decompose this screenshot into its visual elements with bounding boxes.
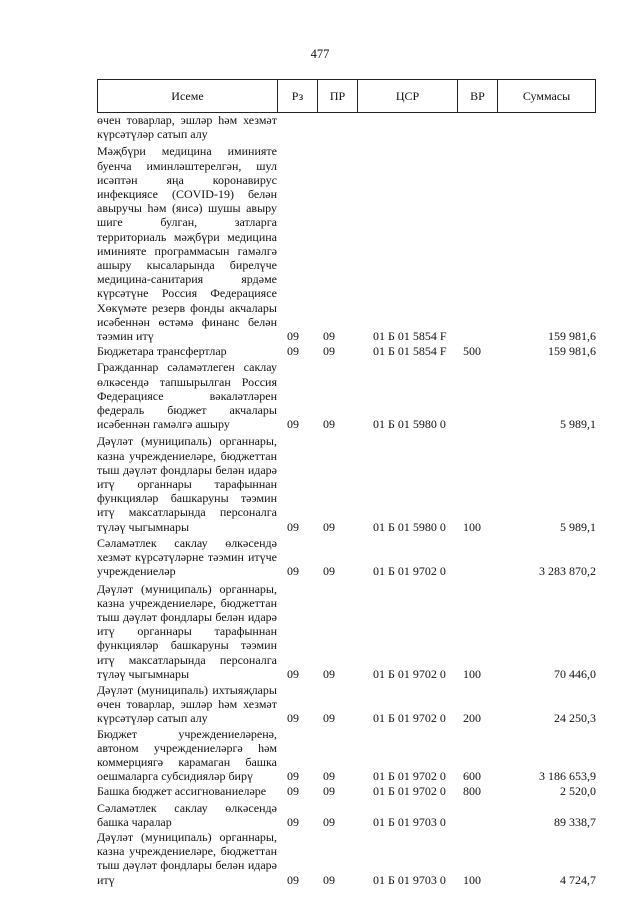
row-pr: 09 (323, 519, 335, 534)
header-name: Исеме (98, 80, 278, 112)
row-pr: 09 (323, 344, 335, 359)
row-vr: 500 (463, 344, 481, 359)
header-sum: Суммасы (522, 88, 571, 103)
row-name: Мәҗбүри медицина иминияте буенча иминләштерелгән, шул исәптән яңа коронавирус инфекциясе (COVID-19) белән авыручы һәм (яисә) шушы авыру шиге булган, затларга территориаль мәҗбүри медицина иминияте программасын гамәлгә ашыру кысаларында бирелүче медицина-санитария ярдәме күрсәтүне Россия Федерациясе Хөкүмәте резерв фонды акчалары исәбеннән өстәмә финанс белән тәэмин итү (97, 144, 277, 344)
table-header (97, 79, 596, 113)
row-rz: 09 (287, 417, 299, 432)
row-sum: 4 724,7 (560, 872, 596, 887)
table-row (97, 113, 596, 141)
row-csr: 01 Б 01 9702 0 (373, 564, 446, 579)
row-name: Дәүләт (муниципаль) ихтыяҗлары өчен товарлар, эшләр һәм хезмәт күрсәтүләр сатып алу (97, 682, 277, 726)
row-csr: 01 Б 01 5854 F (373, 344, 447, 359)
row-rz: 09 (287, 666, 299, 681)
row-pr: 09 (323, 769, 335, 784)
row-pr: 09 (323, 872, 335, 887)
row-csr: 01 Б 01 9702 0 (373, 666, 446, 681)
row-name: Сәламәтлек саклау өлкәсендә башка чаралар (97, 800, 277, 829)
row-vr: 800 (463, 784, 481, 799)
row-rz: 09 (287, 769, 299, 784)
table-row (97, 536, 596, 579)
row-rz: 09 (287, 344, 299, 359)
row-sum: 24 250,3 (554, 711, 596, 726)
table-row (97, 683, 596, 726)
table-row (97, 801, 596, 829)
row-vr: 100 (463, 666, 481, 681)
table-row (97, 344, 596, 358)
row-csr: 01 Б 01 5980 0 (373, 417, 446, 432)
row-name: Гражданнар сәламәтлеген саклау өлкәсендә тапшырылган Россия Федерациясе вәкаләтләрен федераль бюджет акчалары исәбеннән гамәлгә ашыру (97, 360, 277, 432)
row-name: Дәүләт (муниципаль) органнары, казна учреждениеләре, бюджеттан тыш дәүләт фондлары белән идарә итү органнары тарафыннан функцияләр башкаруны тәэмин итү максатларында персоналга түләү чыгымнары (97, 581, 277, 681)
row-csr: 01 Б 01 9702 0 (373, 711, 446, 726)
row-rz: 09 (287, 564, 299, 579)
row-csr: 01 Б 01 9702 0 (373, 784, 446, 799)
row-sum: 159 981,6 (548, 329, 596, 344)
row-pr: 09 (323, 329, 335, 344)
table-row (97, 582, 596, 681)
row-sum: 5 989,1 (560, 519, 596, 534)
table-row (97, 727, 596, 784)
table-row (97, 360, 596, 431)
row-sum: 70 446,0 (554, 666, 596, 681)
row-name: Бюджетара трансфертлар (97, 344, 227, 359)
row-sum: 89 338,7 (554, 814, 596, 829)
table-row (97, 830, 596, 887)
row-name: Бюджет учреждениеләренә, автоном учреждениеләргә һәм коммерциягә карамаган башка оешмаларга субсидияләр бирү (97, 726, 277, 784)
row-name: Дәүләт (муниципаль) органнары, казна учреждениеләре, бюджеттан тыш дәүләт фондлары белән идарә итү (97, 829, 277, 887)
row-sum: 5 989,1 (560, 417, 596, 432)
row-pr: 09 (323, 417, 335, 432)
row-vr: 100 (463, 519, 481, 534)
row-vr: 200 (463, 711, 481, 726)
table-row (97, 144, 596, 343)
page-number: 477 (310, 47, 330, 61)
row-pr: 09 (323, 814, 335, 829)
row-vr: 100 (463, 872, 481, 887)
header-rz: Рз (278, 80, 318, 112)
row-rz: 09 (287, 329, 299, 344)
row-sum: 2 520,0 (560, 784, 596, 799)
row-name: Дәүләт (муниципаль) органнары, казна учреждениеләре, бюджеттан тыш дәүләт фондлары белән идарә итү органнары тарафыннан функцияләр башкаруны тәэмин итү максатларында персоналга түләү чыгымнары (97, 434, 277, 534)
table-row (97, 434, 596, 533)
row-pr: 09 (323, 784, 335, 799)
row-rz: 09 (287, 814, 299, 829)
row-name: Башка бюджет ассигнованиеләре (97, 784, 267, 799)
row-pr: 09 (323, 564, 335, 579)
table-body (97, 113, 596, 887)
row-name: өчен товарлар, эшләр һәм хезмәт күрсәтүләр сатып алу (97, 113, 277, 142)
row-pr: 09 (323, 711, 335, 726)
row-csr: 01 Б 01 9702 0 (373, 769, 446, 784)
row-pr: 09 (323, 666, 335, 681)
row-sum: 3 283 870,2 (539, 564, 596, 579)
row-csr: 01 Б 01 5854 F (373, 329, 447, 344)
table-row (97, 784, 596, 798)
row-rz: 09 (287, 872, 299, 887)
row-rz: 09 (287, 711, 299, 726)
row-name: Сәламәтлек саклау өлкәсендә хезмәт күрсәтүләрне тәэмин итүче учреждениеләр (97, 535, 277, 579)
row-vr: 600 (463, 769, 481, 784)
row-sum: 3 186 653,9 (539, 769, 596, 784)
row-rz: 09 (287, 784, 299, 799)
header-pr: ПР (318, 80, 358, 112)
row-rz: 09 (287, 519, 299, 534)
row-csr: 01 Б 01 9703 0 (373, 814, 446, 829)
row-sum: 159 981,6 (548, 344, 596, 359)
row-csr: 01 Б 01 5980 0 (373, 519, 446, 534)
header-vr: ВР (458, 80, 498, 112)
row-csr: 01 Б 01 9703 0 (373, 872, 446, 887)
header-csr: ЦСР (358, 80, 458, 112)
